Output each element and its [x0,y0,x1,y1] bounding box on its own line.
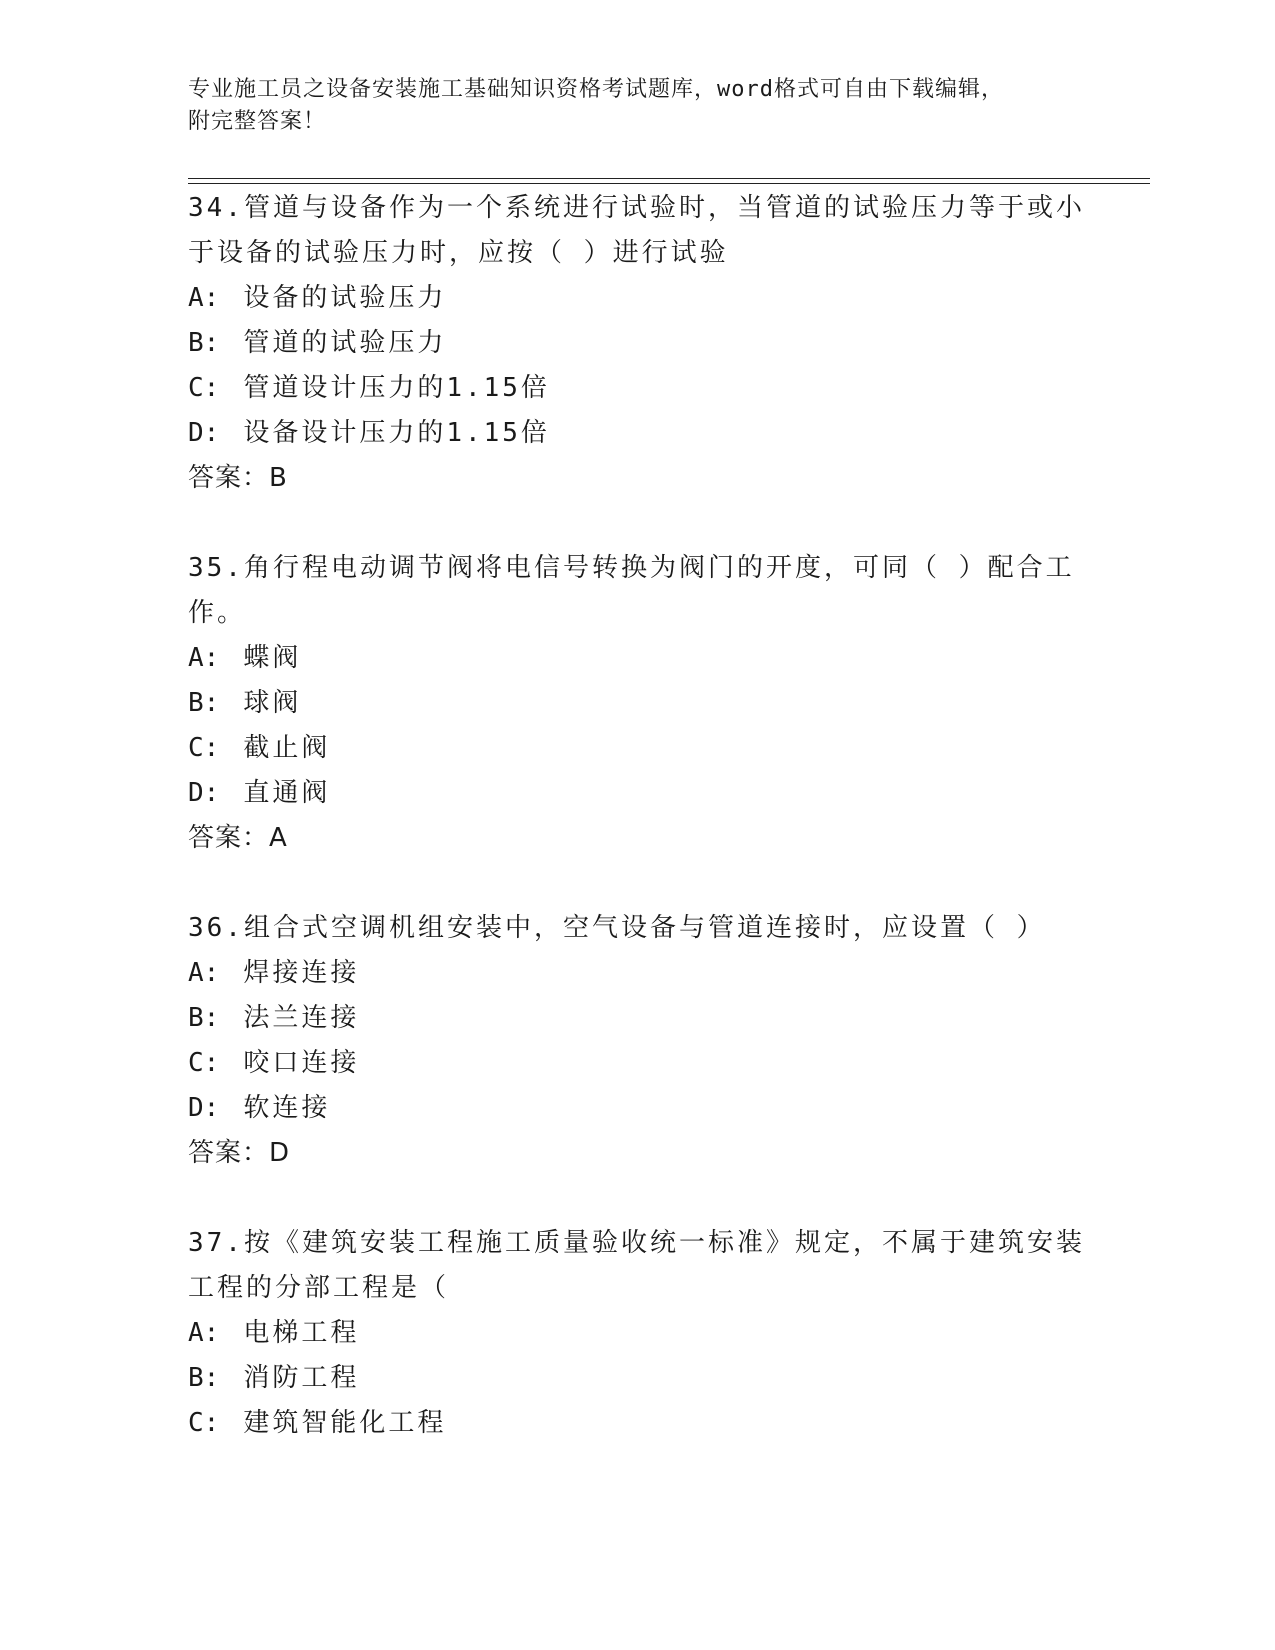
option-text: 截止阀 [243,733,331,763]
question-35 [188,546,1088,861]
option-text: 消防工程 [243,1363,360,1393]
option-a [188,1311,1088,1356]
option-text: 管道的试验压力 [243,328,447,358]
option-a [188,951,1088,996]
option-d [188,771,1088,816]
option-text: 咬口连接 [243,1048,360,1078]
question-stem-line: 于设备的试验压力时，应按（ ）进行试验 [188,238,729,268]
option-text: 建筑智能化工程 [243,1408,447,1438]
option-c [188,1041,1088,1086]
option-text: 焊接连接 [243,958,360,988]
option-b [188,996,1088,1041]
option-text: 设备设计压力的1.15倍 [243,418,550,448]
option-c [188,1401,1088,1446]
option-text: 蝶阀 [243,643,302,673]
answer-line: 答案：B [188,463,288,493]
question-34 [188,186,1088,501]
option-letter: C: [188,733,220,763]
option-letter: D: [188,1093,220,1123]
header-divider-top [188,178,1150,179]
question-stem-line: 37.按《建筑安装工程施工质量验收统一标准》规定，不属于建筑安装 [188,1228,1085,1258]
option-letter: D: [188,418,220,448]
option-letter: D: [188,778,220,808]
header-title-line-2: 附完整答案！ [188,109,327,134]
option-b [188,681,1088,726]
option-text: 电梯工程 [243,1318,360,1348]
option-letter: B: [188,1003,220,1033]
option-c [188,726,1088,771]
option-letter: C: [188,1048,220,1078]
question-list [188,186,1088,1446]
question-stem-line: 36.组合式空调机组安装中，空气设备与管道连接时，应设置（ ） [188,913,1046,943]
option-d [188,411,1088,456]
option-text: 管道设计压力的1.15倍 [243,373,550,403]
header-divider-bottom [188,183,1150,184]
option-text: 设备的试验压力 [243,283,447,313]
option-letter: B: [188,688,220,718]
option-c [188,366,1088,411]
option-text: 球阀 [243,688,302,718]
option-letter: B: [188,328,220,358]
option-letter: A: [188,643,220,673]
question-stem-line: 35.角行程电动调节阀将电信号转换为阀门的开度，可同（ ）配合工 [188,553,1075,583]
question-stem [188,186,1088,276]
option-letter: C: [188,1408,220,1438]
question-37 [188,1221,1088,1446]
option-a [188,636,1088,681]
question-stem [188,906,1088,951]
option-letter: A: [188,958,220,988]
option-b [188,1356,1088,1401]
question-stem-line: 作。 [188,598,247,628]
option-text: 直通阀 [243,778,331,808]
question-stem-line: 工程的分部工程是（ [188,1273,450,1303]
option-a [188,276,1088,321]
option-text: 软连接 [243,1093,331,1123]
document-header [188,74,1088,138]
option-text: 法兰连接 [243,1003,360,1033]
option-letter: B: [188,1363,220,1393]
header-title-line-1: 专业施工员之设备安装施工基础知识资格考试题库，word格式可自由下载编辑， [188,77,1004,102]
answer-line: 答案：D [188,1138,291,1168]
option-letter: C: [188,373,220,403]
option-b [188,321,1088,366]
question-36 [188,906,1088,1176]
question-stem-line: 34.管道与设备作为一个系统进行试验时，当管道的试验压力等于或小 [188,193,1085,223]
option-letter: A: [188,283,220,313]
option-letter: A: [188,1318,220,1348]
answer-line: 答案：A [188,823,288,853]
option-d [188,1086,1088,1131]
question-stem [188,1221,1088,1311]
question-stem [188,546,1088,636]
